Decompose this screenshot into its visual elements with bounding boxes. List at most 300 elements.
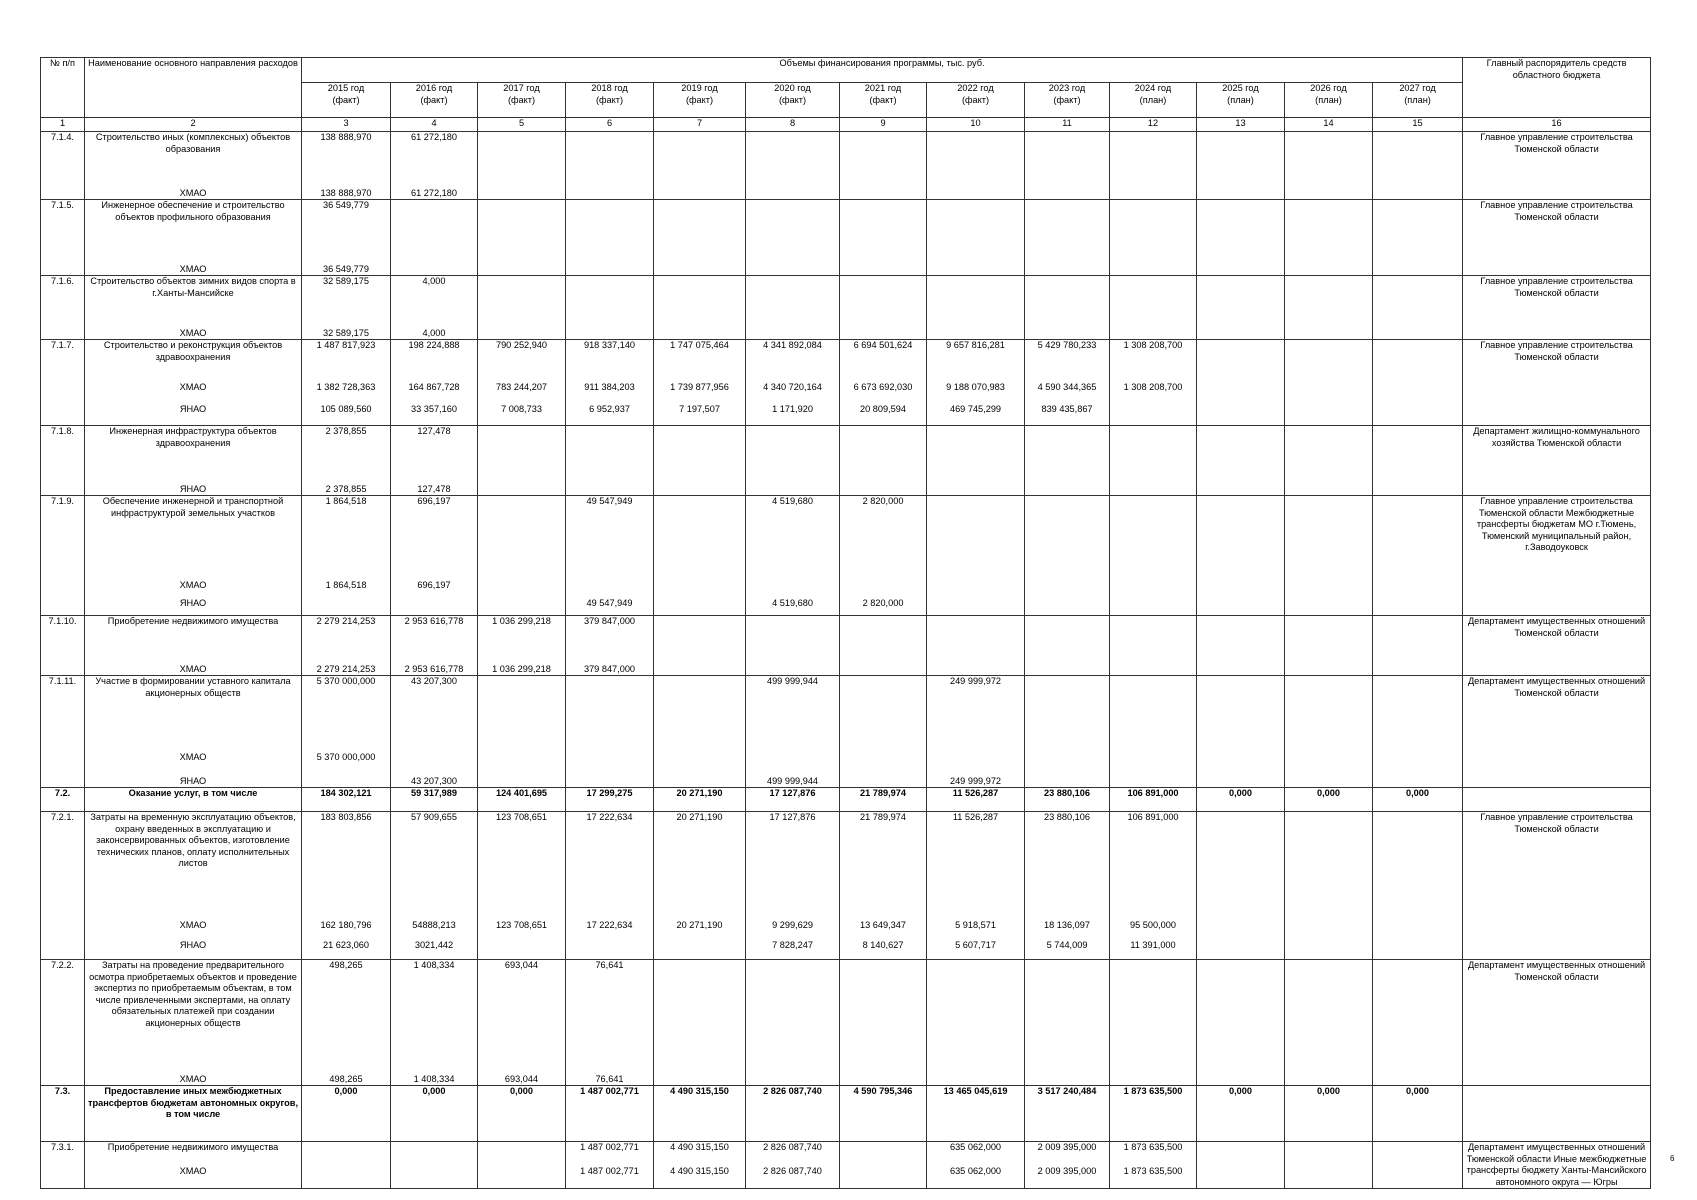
sub-value (654, 598, 746, 616)
row-manager: Главное управление строительства Тюменской области (1463, 340, 1651, 426)
sub-value (1373, 598, 1463, 616)
sub-value (1373, 580, 1463, 598)
header-year (391, 83, 478, 118)
row-value: 1 036 299,218 (478, 616, 566, 664)
row-number: 7.2.2. (41, 960, 85, 1074)
sub-number (41, 598, 85, 616)
sub-value: 20 809,594 (840, 404, 927, 426)
column-number: 10 (927, 118, 1025, 132)
row-value (566, 200, 654, 264)
sub-value (927, 598, 1025, 616)
row-number: 7.1.5. (41, 200, 85, 264)
row-manager: Департамент имущественных отношений Тюменской области (1463, 616, 1651, 676)
row-value (1373, 276, 1463, 328)
sub-value (566, 580, 654, 598)
table-row (41, 426, 1651, 484)
row-value (478, 132, 566, 188)
sub-value (1373, 664, 1463, 676)
row-number: 7.1.10. (41, 616, 85, 664)
sub-value: 5 744,009 (1025, 940, 1110, 960)
table-row (41, 812, 1651, 920)
sub-row (41, 1074, 1651, 1086)
sub-value (391, 598, 478, 616)
header-year-label: 2020 год (774, 83, 811, 93)
sub-value (927, 188, 1025, 200)
row-value: 20 271,190 (654, 812, 746, 920)
sub-value: 4,000 (391, 328, 478, 340)
sub-value: 7 197,507 (654, 404, 746, 426)
header-year (1285, 83, 1373, 118)
row-value: 2 953 616,778 (391, 616, 478, 664)
sub-value (654, 580, 746, 598)
sub-value: 8 140,627 (840, 940, 927, 960)
row-value (1110, 616, 1197, 664)
sub-value (1197, 484, 1285, 496)
sub-value: 6 952,937 (566, 404, 654, 426)
row-name: Предоставление иных межбюджетных трансфертов бюджетам автономных округов, в том числе (85, 1086, 302, 1142)
header-row-column-numbers (41, 118, 1651, 132)
sub-value: 105 089,560 (302, 404, 391, 426)
row-manager: Главное управление строительства Тюменской области (1463, 276, 1651, 340)
sub-value (840, 1074, 927, 1086)
row-value: 20 271,190 (654, 788, 746, 812)
sub-value: 49 547,949 (566, 598, 654, 616)
header-year-kind: (план) (1404, 94, 1431, 105)
sub-value (1285, 484, 1373, 496)
row-value: 106 891,000 (1110, 788, 1197, 812)
row-value (478, 200, 566, 264)
sub-value (746, 484, 840, 496)
sub-value (654, 664, 746, 676)
row-value: 5 370 000,000 (302, 676, 391, 752)
column-number: 8 (746, 118, 840, 132)
sub-value: 1 873 635,500 (1110, 1166, 1197, 1189)
row-value (1197, 276, 1285, 328)
sub-region-label: ХМАО (85, 264, 302, 276)
row-value (1285, 132, 1373, 188)
sub-value (1025, 598, 1110, 616)
row-value: 183 803,856 (302, 812, 391, 920)
row-value (1110, 132, 1197, 188)
row-value (1025, 200, 1110, 264)
row-value: 0,000 (391, 1086, 478, 1142)
sub-value (566, 188, 654, 200)
row-value: 4 590 795,346 (840, 1086, 927, 1142)
header-year-kind: (факт) (961, 94, 990, 105)
header-year-label: 2026 год (1310, 83, 1347, 93)
row-name: Оказание услуг, в том числе (85, 788, 302, 812)
row-value: 696,197 (391, 496, 478, 580)
row-value: 0,000 (1285, 788, 1373, 812)
row-value (654, 200, 746, 264)
row-value: 498,265 (302, 960, 391, 1074)
header-year-kind: (план) (1315, 94, 1342, 105)
sub-value: 6 673 692,030 (840, 382, 927, 404)
sub-value: 4 340 720,164 (746, 382, 840, 404)
header-year-kind: (факт) (595, 94, 624, 105)
sub-value (1373, 382, 1463, 404)
header-year (1025, 83, 1110, 118)
sub-number (41, 188, 85, 200)
header-col-manager: Главный распорядитель средств областного бюджета (1463, 58, 1651, 118)
sub-value: 4 490 315,150 (654, 1166, 746, 1189)
sub-value (1025, 328, 1110, 340)
row-value (1197, 426, 1285, 484)
sub-value (654, 484, 746, 496)
row-value (1373, 616, 1463, 664)
row-value: 0,000 (302, 1086, 391, 1142)
sub-value: 911 384,203 (566, 382, 654, 404)
sub-value (566, 264, 654, 276)
row-value (654, 496, 746, 580)
sub-value (302, 598, 391, 616)
header-year (746, 83, 840, 118)
row-value: 23 880,106 (1025, 788, 1110, 812)
sub-value (746, 664, 840, 676)
sub-number (41, 264, 85, 276)
row-value: 4,000 (391, 276, 478, 328)
sub-region-label: ЯНАО (85, 598, 302, 616)
row-value: 4 519,680 (746, 496, 840, 580)
header-year-kind: (план) (1139, 94, 1167, 105)
sub-value (746, 264, 840, 276)
sub-value: 3021,442 (391, 940, 478, 960)
sub-value: 2 820,000 (840, 598, 927, 616)
sub-value: 123 708,651 (478, 920, 566, 940)
sub-value: 5 370 000,000 (302, 752, 391, 776)
row-value (566, 276, 654, 328)
sub-region-label: ХМАО (85, 188, 302, 200)
row-value: 0,000 (1197, 788, 1285, 812)
sub-value (478, 328, 566, 340)
sub-value (927, 484, 1025, 496)
row-value (840, 616, 927, 664)
row-value: 1 747 075,464 (654, 340, 746, 382)
sub-region-label: ЯНАО (85, 776, 302, 788)
sub-region-label: ХМАО (85, 382, 302, 404)
header-year (566, 83, 654, 118)
row-value (927, 616, 1025, 664)
sub-row (41, 598, 1651, 616)
row-manager (1463, 788, 1651, 812)
row-value: 790 252,940 (478, 340, 566, 382)
sub-number (41, 328, 85, 340)
sub-number (41, 404, 85, 426)
row-value: 184 302,121 (302, 788, 391, 812)
header-year-kind: (план) (1227, 94, 1254, 105)
row-name: Строительство и реконструкция объектов здравоохранения (85, 340, 302, 382)
sub-value: 127,478 (391, 484, 478, 496)
header-year-label: 2019 год (681, 83, 718, 93)
sub-value: 2 953 616,778 (391, 664, 478, 676)
row-value: 17 127,876 (746, 788, 840, 812)
sub-value (1285, 664, 1373, 676)
row-value (1285, 426, 1373, 484)
row-value: 5 429 780,233 (1025, 340, 1110, 382)
sub-value (654, 264, 746, 276)
sub-row (41, 484, 1651, 496)
sub-value (840, 580, 927, 598)
table-row (41, 200, 1651, 264)
row-value: 1 873 635,500 (1110, 1142, 1197, 1166)
row-name: Строительство объектов зимних видов спорта в г.Ханты-Мансийске (85, 276, 302, 328)
column-number: 2 (85, 118, 302, 132)
sub-value: 693,044 (478, 1074, 566, 1086)
row-value (1025, 676, 1110, 752)
header-year-label: 2017 год (503, 83, 540, 93)
sub-value (1285, 328, 1373, 340)
row-value (746, 616, 840, 664)
sub-value (1025, 752, 1110, 776)
row-value: 124 401,695 (478, 788, 566, 812)
row-value (927, 496, 1025, 580)
sub-value (840, 1166, 927, 1189)
sub-value (478, 776, 566, 788)
sub-value: 2 378,855 (302, 484, 391, 496)
row-value (478, 1142, 566, 1166)
sub-value (302, 776, 391, 788)
sub-value (1110, 664, 1197, 676)
sub-value: 498,265 (302, 1074, 391, 1086)
header-year (654, 83, 746, 118)
row-value: 379 847,000 (566, 616, 654, 664)
header-year-label: 2023 год (1048, 83, 1086, 93)
row-value (746, 426, 840, 484)
row-value: 198 224,888 (391, 340, 478, 382)
sub-value: 1 739 877,956 (654, 382, 746, 404)
column-number: 7 (654, 118, 746, 132)
row-name: Строительство иных (комплексных) объектов образования (85, 132, 302, 188)
row-value (1285, 200, 1373, 264)
sub-value (1110, 484, 1197, 496)
row-number: 7.1.11. (41, 676, 85, 752)
sub-value (1110, 1074, 1197, 1086)
row-value (840, 1142, 927, 1166)
sub-value (478, 484, 566, 496)
table-row (41, 340, 1651, 382)
row-value: 693,044 (478, 960, 566, 1074)
row-number: 7.2. (41, 788, 85, 812)
sub-value (1025, 264, 1110, 276)
sub-value (1025, 664, 1110, 676)
row-value (566, 426, 654, 484)
sub-value (1110, 776, 1197, 788)
sub-value (1110, 328, 1197, 340)
sub-value (927, 752, 1025, 776)
row-value: 1 487 817,923 (302, 340, 391, 382)
sub-region-label: ЯНАО (85, 940, 302, 960)
sub-value (840, 188, 927, 200)
sub-region-label: ХМАО (85, 920, 302, 940)
header-year-label: 2024 год (1134, 83, 1172, 93)
row-value (478, 496, 566, 580)
row-value (1373, 676, 1463, 752)
sub-value: 76,641 (566, 1074, 654, 1086)
sub-number (41, 1166, 85, 1189)
sub-value: 783 244,207 (478, 382, 566, 404)
row-name: Участие в формировании уставного капитала акционерных обществ (85, 676, 302, 752)
sub-value (1285, 1166, 1373, 1189)
row-value: 1 487 002,771 (566, 1086, 654, 1142)
row-value: 249 999,972 (927, 676, 1025, 752)
sub-row (41, 264, 1651, 276)
sub-value (1197, 752, 1285, 776)
sub-value (1373, 1166, 1463, 1189)
row-value: 0,000 (478, 1086, 566, 1142)
row-name: Инженерная инфраструктура объектов здравоохранения (85, 426, 302, 484)
header-year-label: 2022 год (957, 83, 994, 93)
row-value (1197, 1142, 1285, 1166)
sub-value (1197, 920, 1285, 940)
sub-value: 138 888,970 (302, 188, 391, 200)
header-year-label: 2025 год (1222, 83, 1259, 93)
row-value: 13 465 045,619 (927, 1086, 1025, 1142)
sub-value (566, 776, 654, 788)
row-value (1197, 340, 1285, 382)
sub-value (1373, 264, 1463, 276)
sub-value (840, 664, 927, 676)
sub-value: 9 188 070,983 (927, 382, 1025, 404)
row-value (840, 132, 927, 188)
sub-value: 1 864,518 (302, 580, 391, 598)
sub-value (566, 752, 654, 776)
row-value (1110, 496, 1197, 580)
column-number: 6 (566, 118, 654, 132)
sub-value (1285, 776, 1373, 788)
header-year-label: 2018 год (591, 83, 628, 93)
row-value: 17 222,634 (566, 812, 654, 920)
sub-value (478, 598, 566, 616)
sub-number (41, 1074, 85, 1086)
sub-value: 54888,213 (391, 920, 478, 940)
header-year (1373, 83, 1463, 118)
sub-region-label: ХМАО (85, 580, 302, 598)
row-value (1285, 676, 1373, 752)
sub-value: 2 279 214,253 (302, 664, 391, 676)
row-value (478, 276, 566, 328)
row-value: 106 891,000 (1110, 812, 1197, 920)
sub-value: 4 590 344,365 (1025, 382, 1110, 404)
sub-value: 32 589,175 (302, 328, 391, 340)
row-value (1373, 496, 1463, 580)
sub-value (1197, 404, 1285, 426)
column-number: 4 (391, 118, 478, 132)
row-value: 17 127,876 (746, 812, 840, 920)
row-value: 57 909,655 (391, 812, 478, 920)
row-name: Приобретение недвижимого имущества (85, 616, 302, 664)
sub-value (654, 188, 746, 200)
sub-value (1373, 188, 1463, 200)
sub-region-label: ХМАО (85, 328, 302, 340)
row-value: 1 487 002,771 (566, 1142, 654, 1166)
sub-value: 7 008,733 (478, 404, 566, 426)
sub-value (391, 1166, 478, 1189)
sub-region-label: ХМАО (85, 664, 302, 676)
row-value (746, 200, 840, 264)
sub-value: 2 009 395,000 (1025, 1166, 1110, 1189)
sub-value (1025, 580, 1110, 598)
sub-value (391, 264, 478, 276)
row-value: 123 708,651 (478, 812, 566, 920)
sub-value (478, 752, 566, 776)
row-value (1285, 616, 1373, 664)
row-value (654, 132, 746, 188)
row-value: 32 589,175 (302, 276, 391, 328)
row-value (1025, 426, 1110, 484)
sub-value (566, 484, 654, 496)
row-value: 2 826 087,740 (746, 1142, 840, 1166)
header-year-label: 2027 год (1399, 83, 1436, 93)
sub-value: 162 180,796 (302, 920, 391, 940)
row-value: 11 526,287 (927, 788, 1025, 812)
row-value (840, 200, 927, 264)
sub-value (1285, 404, 1373, 426)
sub-value (1110, 404, 1197, 426)
row-name: Инженерное обеспечение и строительство объектов профильного образования (85, 200, 302, 264)
row-value: 1 308 208,700 (1110, 340, 1197, 382)
row-value: 9 657 816,281 (927, 340, 1025, 382)
sub-number (41, 752, 85, 776)
sub-row (41, 328, 1651, 340)
sub-value (927, 580, 1025, 598)
row-value (1197, 616, 1285, 664)
sub-value: 21 623,060 (302, 940, 391, 960)
sub-value (1373, 328, 1463, 340)
row-value (1197, 812, 1285, 920)
sub-value (1025, 1074, 1110, 1086)
sub-value (1285, 920, 1373, 940)
sub-number (41, 776, 85, 788)
row-value (1285, 1142, 1373, 1166)
sub-value (654, 776, 746, 788)
sub-value: 33 357,160 (391, 404, 478, 426)
row-value (654, 276, 746, 328)
sub-value (1197, 776, 1285, 788)
sub-value: 2 826 087,740 (746, 1166, 840, 1189)
sub-value (840, 776, 927, 788)
sub-value (840, 484, 927, 496)
row-value (840, 276, 927, 328)
header-year (1197, 83, 1285, 118)
sub-value: 7 828,247 (746, 940, 840, 960)
header-year-kind: (факт) (685, 94, 714, 105)
row-manager (1463, 1086, 1651, 1142)
row-value: 0,000 (1285, 1086, 1373, 1142)
row-value (566, 676, 654, 752)
sub-value (1285, 188, 1373, 200)
header-col-funding: Объемы финансирования программы, тыс. руб. (302, 58, 1463, 83)
row-value: 61 272,180 (391, 132, 478, 188)
sub-value (478, 580, 566, 598)
sub-value (1373, 940, 1463, 960)
sub-value (566, 328, 654, 340)
row-value: 49 547,949 (566, 496, 654, 580)
header-year-label: 2016 год (415, 83, 453, 93)
sub-value: 61 272,180 (391, 188, 478, 200)
header-year (302, 83, 391, 118)
sub-number (41, 580, 85, 598)
row-number: 7.1.4. (41, 132, 85, 188)
row-value: 6 694 501,624 (840, 340, 927, 382)
sub-value (1373, 404, 1463, 426)
sub-value: 1 036 299,218 (478, 664, 566, 676)
sub-number (41, 484, 85, 496)
row-value (840, 676, 927, 752)
row-value: 11 526,287 (927, 812, 1025, 920)
sub-value (1110, 264, 1197, 276)
row-value (1197, 496, 1285, 580)
sub-value (1373, 920, 1463, 940)
